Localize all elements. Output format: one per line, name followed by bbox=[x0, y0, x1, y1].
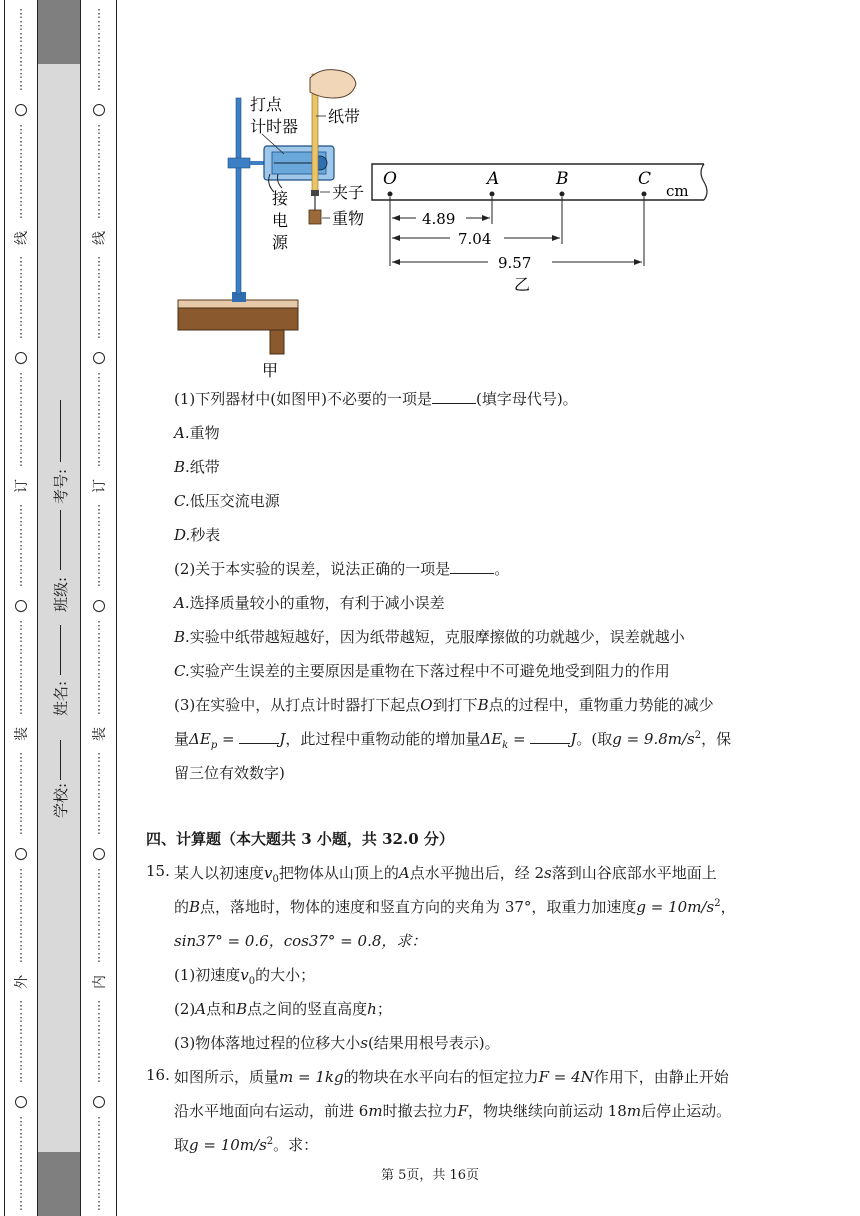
table-leg bbox=[270, 330, 284, 354]
answer-blank[interactable] bbox=[450, 559, 494, 574]
tape-label: 纸带 bbox=[328, 107, 361, 126]
hand bbox=[310, 70, 356, 98]
q15-line1: 某人以初速度$v_0$把物体从山顶上的A点水平抛出后，经 2s落到山谷底部水平地面上 bbox=[174, 864, 717, 885]
option-row: A.选择质量较小的重物，有利于减小误差 bbox=[174, 594, 445, 612]
weight bbox=[309, 210, 321, 224]
q16-line2: 沿水平地面向右运动，前进 6m时撤去拉力F，物块继续向前运动 18m后停止运动。 bbox=[174, 1102, 732, 1120]
section-title: 四、计算题（本大题共 3 小题，共 32.0 分） bbox=[146, 830, 454, 848]
tape-outline bbox=[372, 164, 704, 200]
name-label: 姓名: bbox=[52, 680, 70, 716]
figure-yi-caption: 乙 bbox=[514, 275, 531, 294]
option-row: D.秒表 bbox=[174, 526, 221, 544]
answer-blank[interactable] bbox=[432, 389, 476, 404]
dist-ob: 7.04 bbox=[458, 230, 492, 248]
dist-oa: 4.89 bbox=[422, 210, 456, 228]
inner-char-nei: 内 bbox=[92, 975, 108, 989]
clamp bbox=[228, 158, 250, 168]
power-label-2: 电 bbox=[272, 211, 289, 230]
unit-label: cm bbox=[666, 182, 689, 200]
point-B bbox=[560, 192, 565, 197]
dist-oc: 9.57 bbox=[498, 254, 532, 272]
stand-rod bbox=[236, 98, 241, 294]
q16-number: 16. bbox=[146, 1066, 170, 1084]
outer-char-ding: 订 bbox=[14, 479, 30, 493]
q15-line2: 的B点，落地时，物体的速度和竖直方向的夹角为 37°，取重力加速度$g = 10m/s^2$， bbox=[174, 898, 736, 916]
outer-char-xian: 线 bbox=[14, 231, 30, 245]
school-label: 学校: bbox=[52, 782, 70, 818]
figure-jia-caption: 甲 bbox=[262, 361, 279, 380]
point-O bbox=[388, 192, 393, 197]
label-O: O bbox=[383, 169, 397, 189]
timer-label-2: 计时器 bbox=[250, 117, 299, 136]
q15-part3: (3)物体落地过程的位移大小s(结果用根号表示)。 bbox=[174, 1034, 500, 1052]
q15-number: 15. bbox=[146, 862, 170, 880]
q16-line1: 如图所示，质量m = 1kg的物块在水平向右的恒定拉力F = 4N作用下，由静止开始 bbox=[174, 1068, 729, 1086]
label-C: C bbox=[638, 169, 652, 189]
q14-part2: (2)关于本实验的误差，说法正确的一项是 。 bbox=[174, 560, 510, 578]
q14-part3-line3: 留三位有效数字) bbox=[174, 764, 285, 782]
option-row: C.实验产生误差的主要原因是重物在下落过程中不可避免地受到阻力的作用 bbox=[174, 662, 670, 680]
exam-no-label: 考号: bbox=[52, 468, 70, 504]
outer-char-wai: 外 bbox=[14, 975, 30, 989]
timer-label-1: 打点 bbox=[250, 95, 283, 114]
inner-char-ding: 订 bbox=[92, 479, 108, 493]
q15-part1: (1)初速度$v_0$的大小； bbox=[174, 966, 316, 987]
apparatus-figure bbox=[170, 64, 365, 384]
answer-blank-ep[interactable] bbox=[239, 729, 279, 744]
label-A: A bbox=[487, 169, 500, 189]
option-row: C.低压交流电源 bbox=[174, 492, 280, 510]
outer-dot-line: ⋮ ⋮ ⋮ ⋮ ⋮ ⋮ ⋮ ⋮ ⋮ ⋮ ⋮ ⋮ ⋮ ⋮ ⋮ 线 ⋮ ⋮ ⋮ ⋮ ⋮ ⋮ ⋮ ⋮ ⋮ ⋮ ⋮ ⋮ ⋮ ⋮ ⋮ 订 ⋮ ⋮ ⋮ ⋮ ⋮ ⋮ ⋮ ⋮ ⋮ ⋮ ⋮ ⋮ ⋮ ⋮ ⋮ 装 ⋮ ⋮ ⋮ ⋮ ⋮ ⋮ ⋮ ⋮ ⋮ ⋮ ⋮ ⋮ ⋮ ⋮ ⋮ 外 ⋮ ⋮ ⋮ ⋮ ⋮ ⋮ ⋮ ⋮ ⋮ ⋮ ⋮ ⋮ ⋮ ⋮ ⋮ bbox=[11, 0, 31, 1216]
answer-blank-ek[interactable] bbox=[530, 729, 570, 744]
point-C bbox=[642, 192, 647, 197]
q14-part1: (1)下列器材中(如图甲)不必要的一项是 (填字母代号)。 bbox=[174, 390, 578, 408]
label-B: B bbox=[556, 169, 569, 189]
q14-part3-line1: (3)在实验中，从打点计时器打下起点O到打下B点的过程中，重物重力势能的减少 bbox=[174, 696, 714, 714]
page-number: 第 5页，共 16页 bbox=[380, 1168, 480, 1183]
table-edge bbox=[178, 308, 298, 330]
clip-label: 夹子 bbox=[332, 183, 365, 202]
class-label: 班级: bbox=[52, 576, 70, 612]
power-label-3: 源 bbox=[272, 233, 289, 252]
clip bbox=[311, 190, 319, 196]
power-label-1: 接 bbox=[272, 189, 289, 208]
inner-char-xian: 线 bbox=[92, 231, 108, 245]
inner-dot-line: ⋮ ⋮ ⋮ ⋮ ⋮ ⋮ ⋮ ⋮ ⋮ ⋮ ⋮ ⋮ ⋮ ⋮ ⋮ 线 ⋮ ⋮ ⋮ ⋮ ⋮ ⋮ ⋮ ⋮ ⋮ ⋮ ⋮ ⋮ ⋮ ⋮ ⋮ 订 ⋮ ⋮ ⋮ ⋮ ⋮ ⋮ ⋮ ⋮ ⋮ ⋮ ⋮ ⋮ ⋮ ⋮ ⋮ 装 ⋮ ⋮ ⋮ ⋮ ⋮ ⋮ ⋮ ⋮ ⋮ ⋮ ⋮ ⋮ ⋮ ⋮ ⋮ 内 ⋮ ⋮ ⋮ ⋮ ⋮ ⋮ ⋮ ⋮ ⋮ ⋮ ⋮ ⋮ ⋮ ⋮ ⋮ bbox=[89, 0, 109, 1216]
q14-part3-line2: 量$\Delta E_p = J$，此过程中重物动能的增加量$\Delta E_k = J$。(取$g = 9.8m/s^2$，保 bbox=[174, 730, 732, 751]
outer-char-zhuang: 装 bbox=[14, 727, 30, 741]
q16-line3: 取$g = 10m/s^2$。求： bbox=[174, 1136, 319, 1154]
inner-char-zhuang: 装 bbox=[92, 727, 108, 741]
q15-part2: (2)A点和B点之间的竖直高度h； bbox=[174, 1000, 392, 1018]
option-row: B.纸带 bbox=[174, 458, 220, 476]
tape-figure bbox=[370, 160, 720, 295]
point-A bbox=[490, 192, 495, 197]
q15-line3: sin37° = 0.6，cos37° = 0.8，求： bbox=[174, 932, 427, 950]
option-row: A.重物 bbox=[174, 424, 220, 442]
weight-label: 重物 bbox=[332, 209, 365, 228]
option-row: B.实验中纸带越短越好，因为纸带越短，克服摩擦做的功就越少，误差就越小 bbox=[174, 628, 685, 646]
